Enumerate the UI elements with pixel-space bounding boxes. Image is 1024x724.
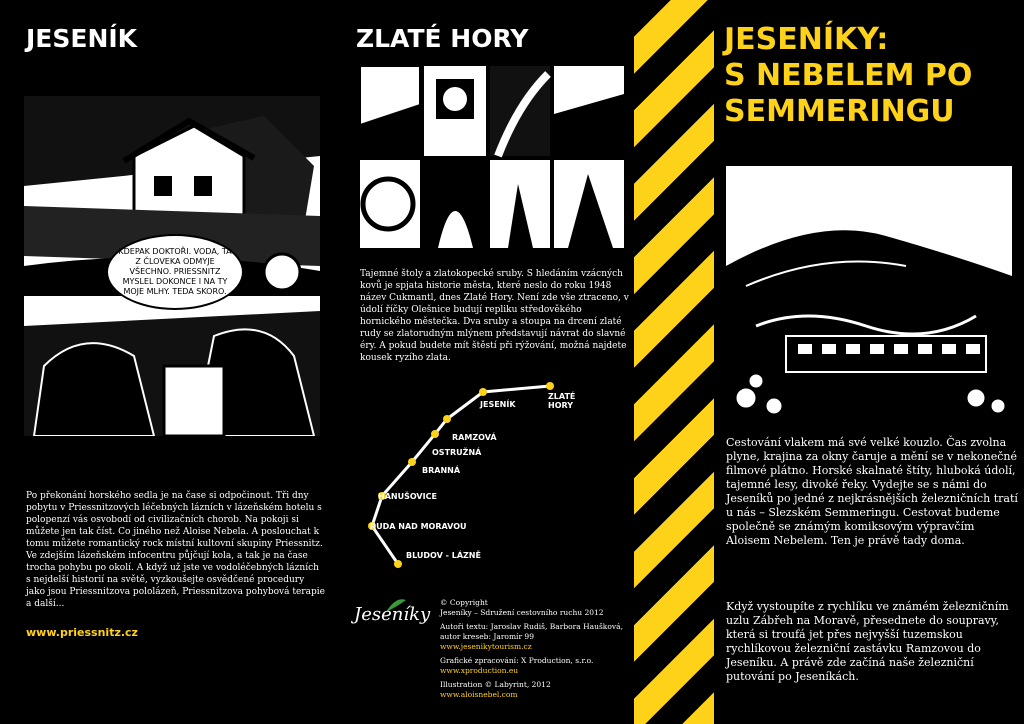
stop-jesenik: JESENÍK: [480, 400, 516, 409]
credits-url-aloisnebel[interactable]: www.aloisnebel.com: [440, 690, 518, 699]
right-panel: [714, 0, 1024, 724]
main-title-line-1: JESENÍKY:: [724, 22, 889, 57]
zlate-hory-title: ZLATÉ HORY: [356, 24, 529, 53]
zlate-hory-body-text: Tajemné štoly a zlatokopecké sruby. S hledáním vzácných kovů je spjata historie města, které neslo do roku 1948 název Cukmantl, dnes Zlaté Hory. Není zde vše ztraceno, v údolí říčky Olešnice budují repliku středověkého hornického městečka. Dva sruby a stoupa na drcení zlaté rudy se zlatorudným mlýnem představují návrat do slavné éry. A pokud budete mít štěstí při rýžování, možná najdete kousek ryzího zlata.: [360, 269, 629, 363]
railway-route-map: [340, 374, 640, 574]
jesenik-body-text: Po překonání horského sedla je na čase si odpočinout. Tři dny pobytu v Priessnitzových léčebných lázních v lázeňském hotelu s polopenzí vás osvobodí od civilizačních chorob. Na pokoji si můžete jen tak číst. Co jiného než Aloise Nebela. A poslouchat k tomu můžete romantický rock místní kultovní skupiny Priessnitz. Ve zdejším lázeňském infocentru půjčují kola, a tak je na čase trocha pohybu po okolí. A když už jste ve vodoléčebných lázních s nejdelší historií na světě, vyzkoušejte osvědčené procedury jako jsou Priessnitzova pololázeň, Priessnitzova pohybová terapie a další...: [26, 491, 325, 609]
stop-dot: [443, 415, 451, 423]
train-drawing: [726, 166, 1012, 416]
stop-dot: [431, 430, 439, 438]
stop-ramzova: RAMZOVÁ: [452, 433, 497, 442]
middle-panel: [340, 0, 640, 724]
stop-ruda-nad-moravou: RUDA NAD MORAVOU: [370, 522, 467, 531]
credits-copyright: © Copyright: [440, 598, 488, 607]
speech-bubble: KDEPAK DOKTOŘI. VODA, TA Z ČLOVEKA ODMYJE VŠECHNO. PRIESSNITZ MYSLEL DOKONCE I NA TY MOJE MLHY. TEDA SKORO.: [106, 234, 244, 310]
comic-strip: [358, 64, 626, 250]
credits-url-xproduction[interactable]: www.xproduction.eu: [440, 666, 519, 675]
stop-branna: BRANNÁ: [422, 466, 461, 475]
stop-dot: [408, 458, 416, 466]
credits-block: [440, 598, 640, 700]
stop-bludov-lazne: BLUDOV - LÁZNĚ: [406, 551, 481, 560]
credits-org: Jeseníky – Sdružení cestovního ruchu 2012: [440, 608, 604, 617]
stop-dot: [546, 382, 554, 390]
credits-illustration: Illustration © Labyrint, 2012: [440, 680, 551, 689]
stop-ostruzna: OSTRUŽNÁ: [432, 448, 482, 457]
stop-dot: [479, 388, 487, 396]
credits-url-tourism[interactable]: www.jesenikytourism.cz: [440, 642, 532, 651]
main-title-line-2: S NEBELEM PO: [724, 58, 973, 93]
train-illustration: [726, 166, 1012, 416]
stop-dot: [394, 560, 402, 568]
stop-hanusovice: HANUŠOVICE: [378, 492, 437, 501]
intro-paragraph: Cestování vlakem má své velké kouzlo. Čas zvolna plyne, krajina za okny čaruje a mění se v nekonečné filmové plátno. Horské skalnaté štíty, hluboká údolí, tajemné lesy, divoké řeky. Vydejte se s námi do Jeseníků po jedné z nejkrásnějších železničních tratí u nás – Slezském Semmeringu. Cestovat budeme společně se známým komiksovým výpravčím Aloisem Nebelem. Ten je právě tady doma.: [726, 436, 1018, 547]
credits-graphics: Grafické zpracování: X Production, s.r.o.: [440, 656, 594, 665]
main-title-line-3: SEMMERINGU: [724, 94, 955, 129]
no-entry-sign-icon: [443, 87, 467, 111]
credits-authors: Autoři textu: Jaroslav Rudiš, Barbora Haušková, autor kreseb: Jaromír 99: [440, 622, 623, 641]
comic-strip-drawing: [358, 64, 626, 250]
stop-zlate-hory: ZLATÉ HORY: [548, 392, 576, 410]
priessnitz-link[interactable]: www.priessnitz.cz: [26, 626, 138, 639]
left-panel: [0, 0, 340, 724]
main-title: [724, 22, 972, 130]
jesenik-title: JESENÍK: [26, 24, 138, 53]
logo-text: Jeseníky: [354, 604, 431, 625]
yellow-hazard-stripes: [634, 0, 714, 724]
journey-paragraph: Když vystoupíte z rychlíku ve známém železničním uzlu Zábřeh na Moravě, přesednete do soupravy, která si troufá jet přes nejvyšší tuzemskou rychlíkovou železniční zastávku Ramzovou do Jeseníku. A právě zde začíná naše železniční putování po Jeseníkách.: [726, 600, 1009, 683]
